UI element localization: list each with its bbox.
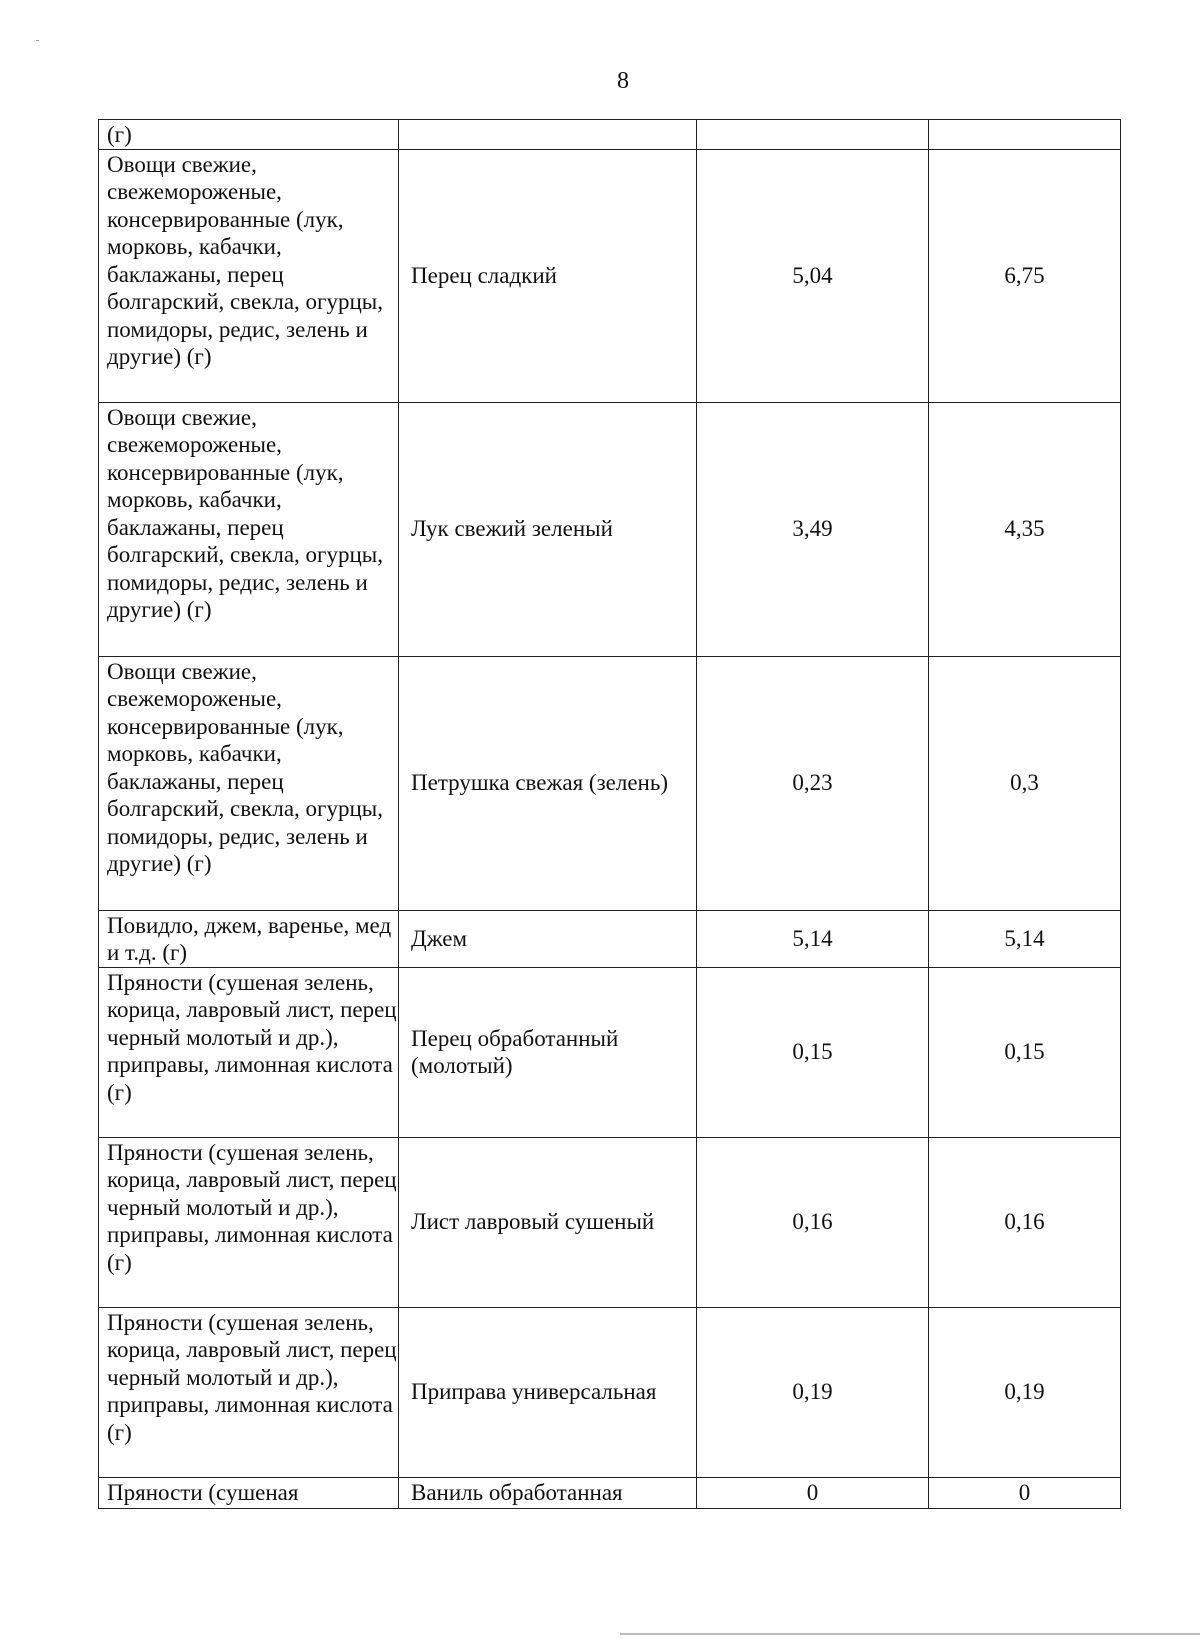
category-cell: Овощи свежие, свежемороженые, консервированные (лук, морковь, кабачки, баклажаны, перец болгарский, свекла, огурцы, помидоры, редис, зелень и другие) (г): [99, 149, 399, 402]
page-number: 8: [617, 68, 629, 94]
value-cell-1: 0,15: [697, 967, 929, 1137]
value-cell-1: 5,14: [697, 910, 929, 967]
value-cell-1: 0: [697, 1477, 929, 1508]
value-cell-1: 5,04: [697, 149, 929, 402]
product-cell: Лук свежий зеленый: [399, 402, 697, 656]
value-cell-2: 0,19: [929, 1307, 1121, 1477]
value-cell-2: 0: [929, 1477, 1121, 1508]
value-cell-1: 3,49: [697, 402, 929, 656]
product-cell: Перец сладкий: [399, 149, 697, 402]
product-cell: Лист лавровый сушеный: [399, 1137, 697, 1307]
product-cell: Петрушка свежая (зелень): [399, 656, 697, 910]
scan-artifact: [36, 40, 39, 41]
table-row: [99, 910, 1121, 967]
table-row: [99, 1477, 1121, 1508]
table-row: [99, 149, 1121, 402]
page-bottom-edge: [620, 1633, 1200, 1635]
value-cell-2: 5,14: [929, 910, 1121, 967]
value-cell-1: 0,16: [697, 1137, 929, 1307]
category-cell: Овощи свежие, свежемороженые, консервированные (лук, морковь, кабачки, баклажаны, перец болгарский, свекла, огурцы, помидоры, редис, зелень и другие) (г): [99, 402, 399, 656]
category-cell: Повидло, джем, варенье, мед и т.д. (г): [99, 910, 399, 967]
category-cell: (г): [99, 120, 399, 150]
value-cell-2: 0,16: [929, 1137, 1121, 1307]
table-row: [99, 120, 1121, 150]
category-cell: Пряности (сушеная зелень, корица, лавровый лист, перец черный молотый и др.), приправы, лимонная кислота (г): [99, 1307, 399, 1477]
value-cell-2: 6,75: [929, 149, 1121, 402]
table-row: [99, 967, 1121, 1137]
table-row: [99, 1137, 1121, 1307]
value-cell-1: 0,23: [697, 656, 929, 910]
table-row: [99, 402, 1121, 656]
product-cell: Приправа универсальная: [399, 1307, 697, 1477]
category-cell: Овощи свежие, свежемороженые, консервированные (лук, морковь, кабачки, баклажаны, перец болгарский, свекла, огурцы, помидоры, редис, зелень и другие) (г): [99, 656, 399, 910]
ration-table: [98, 119, 1121, 1509]
product-cell: [399, 120, 697, 150]
product-cell: Ваниль обработанная: [399, 1477, 697, 1508]
table-row: [99, 656, 1121, 910]
value-cell-2: 4,35: [929, 402, 1121, 656]
product-cell: Перец обработанный (молотый): [399, 967, 697, 1137]
value-cell-2: 0,3: [929, 656, 1121, 910]
value-cell-2: [929, 120, 1121, 150]
table-row: [99, 1307, 1121, 1477]
category-cell: Пряности (сушеная зелень, корица, лавровый лист, перец черный молотый и др.), приправы, лимонная кислота (г): [99, 1137, 399, 1307]
product-cell: Джем: [399, 910, 697, 967]
category-cell: Пряности (сушеная зелень, корица, лавровый лист, перец черный молотый и др.), приправы, лимонная кислота (г): [99, 967, 399, 1137]
category-cell: Пряности (сушеная: [99, 1477, 399, 1508]
value-cell-1: 0,19: [697, 1307, 929, 1477]
value-cell-2: 0,15: [929, 967, 1121, 1137]
value-cell-1: [697, 120, 929, 150]
